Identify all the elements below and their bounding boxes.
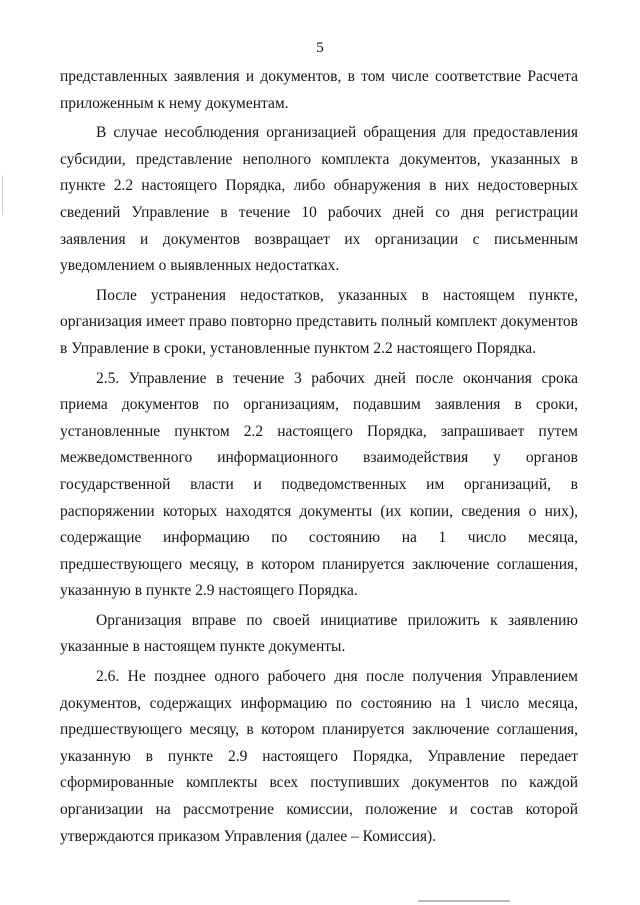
paragraph-continuation: представленных заявления и документов, в том числе соответствие Расчета приложенным к нему документам. bbox=[60, 68, 578, 112]
paragraph-initiative: Организация вправе по своей инициативе приложить к заявлению указанные в настоящем пункте документы. bbox=[60, 611, 578, 656]
paragraph-2-5: 2.5. Управление в течение 3 рабочих дней после окончания срока приема документов по организациям, подавшим заявления в сроки, установленные пунктом 2.2 настоящего Порядка, запрашивает путем межведомственного информационного взаимодействия у органов государственной власти и подведомственных им организаций, в распоряжении которых находятся документы (их копии, сведения о них), содержащие информацию по состоянию на 1 число месяца, предшествующего месяцу, в котором планируется заключение соглашения, указанную в пункте 2.9 настоящего Порядка. bbox=[60, 369, 578, 600]
paragraph-nonconformity: В случае несоблюдения организацией обращения для предоставления субсидии, представление неполного комплекта документов, указанных в пункте 2.2 настоящего Порядка, либо обнаружения в них недостоверных сведений Управление в течение 10 рабочих дней со дня регистрации заявления и документов возвращает их организации с письменным уведомлением о выявленных недостатках. bbox=[60, 124, 578, 275]
scan-edge-mark-bottom bbox=[418, 900, 510, 902]
page-number: 5 bbox=[316, 40, 324, 56]
document-body bbox=[60, 64, 578, 850]
paragraph-resubmission: После устранения недостатков, указанных в настоящем пункте, организация имеет право повторно представить полный комплект документов в Управление в сроки, установленные пунктом 2.2 настоящего Порядка. bbox=[60, 286, 578, 357]
paragraph-2-6: 2.6. Не позднее одного рабочего дня после получения Управлением документов, содержащих информацию по состоянию на 1 число месяца, предшествующего месяцу, в котором планируется заключение соглашения, указанную в пункте 2.9 настоящего Порядка, Управление передает сформированные комплекты всех поступивших документов по каждой организации на рассмотрение комиссии, положение и состав которой утверждаются приказом Управления (далее – Комиссия). bbox=[60, 668, 578, 845]
scan-edge-mark-left bbox=[2, 175, 3, 215]
